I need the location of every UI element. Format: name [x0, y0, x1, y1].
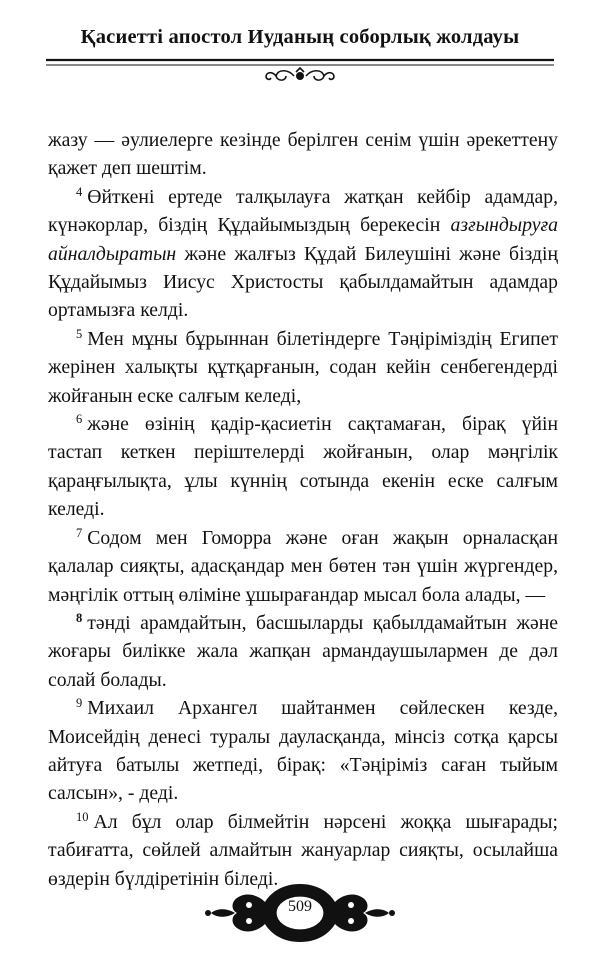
verse-7: $^7$ Содом мен Гоморра және оған жақын орналасқан қалалар сияқты, адасқандар мен бөтен тән үшін жүргендер, мәңгілік оттың өліміне ұшырағандар мысал бола алады, —	[48, 525, 558, 606]
verse-4: $^4$ Өйткені ертеде талқылауға жатқан кейбір адамдар, күнәкорлар, біздің Құдайымыздың берекесін азғындыруға айналдыратын және жалғыз Құдай Билеушіні және біздің Құдайымыз Иисус Христосты қабылдамайтын адамдар ортамызға келді.	[48, 184, 558, 322]
verse-number: 8	[76, 610, 83, 625]
verse-number: 7	[76, 525, 83, 540]
verse-9: $^9$ Михаил Архангел шайтанмен сөйлескен кезде, Моисейдің денесі туралы дауласқанда, мінсіз сотқа қарсы айтуға батылы жетпеді, бірақ: «Тәңіріміз саған тыйым салсын», - деді.	[48, 696, 558, 805]
verse-10: $^{10}$ Ал бұл олар білмейтін нәрсені жоққа шығарады; табиғатта, сөйлей алмайтын жануарлар сияқты, осылайша өздерін бүлдіретінін біледі.	[48, 809, 558, 890]
verse-number: 6	[76, 412, 83, 427]
page-number: 509	[288, 898, 312, 915]
verse-number: 5	[76, 326, 83, 341]
verse-6: $^6$ және өзінің қадір-қасиетін сақтамаған, бірақ үйін тастап кеткен періштелерді жойғанын, олар мәңгілік қараңғылықта, ұлы күннің сотында екенін еске салғым келеді.	[48, 412, 558, 521]
verse-5: $^5$ Мен мұны бұрыннан білетіндерге Тәңіріміздің Египет жерінен халықты құтқарғанын, содан кейін сенбегендерді жойғанын еске салғым келеді,	[48, 326, 558, 407]
verse-number: 9	[76, 696, 83, 711]
running-header-title: Қасиетті апостол Иуданың соборлық жолдауы	[80, 26, 520, 48]
header-ornamental-rule	[46, 58, 554, 88]
scripture-text-block	[48, 126, 558, 893]
verse-number: 4	[76, 184, 83, 199]
verse-8: $^8$ тәнді арамдайтын, басшыларды қабылдамайтын және жоғары билікке жала жапқан армандаушылармен де дәл солай болады.	[48, 610, 558, 691]
flourish-icon	[266, 68, 334, 80]
verse-3-continuation: жазу — әулиелерге кезінде берілген сенім үшін әрекеттену қажет деп шештім.	[48, 129, 558, 180]
verse-number: 10	[76, 809, 89, 824]
